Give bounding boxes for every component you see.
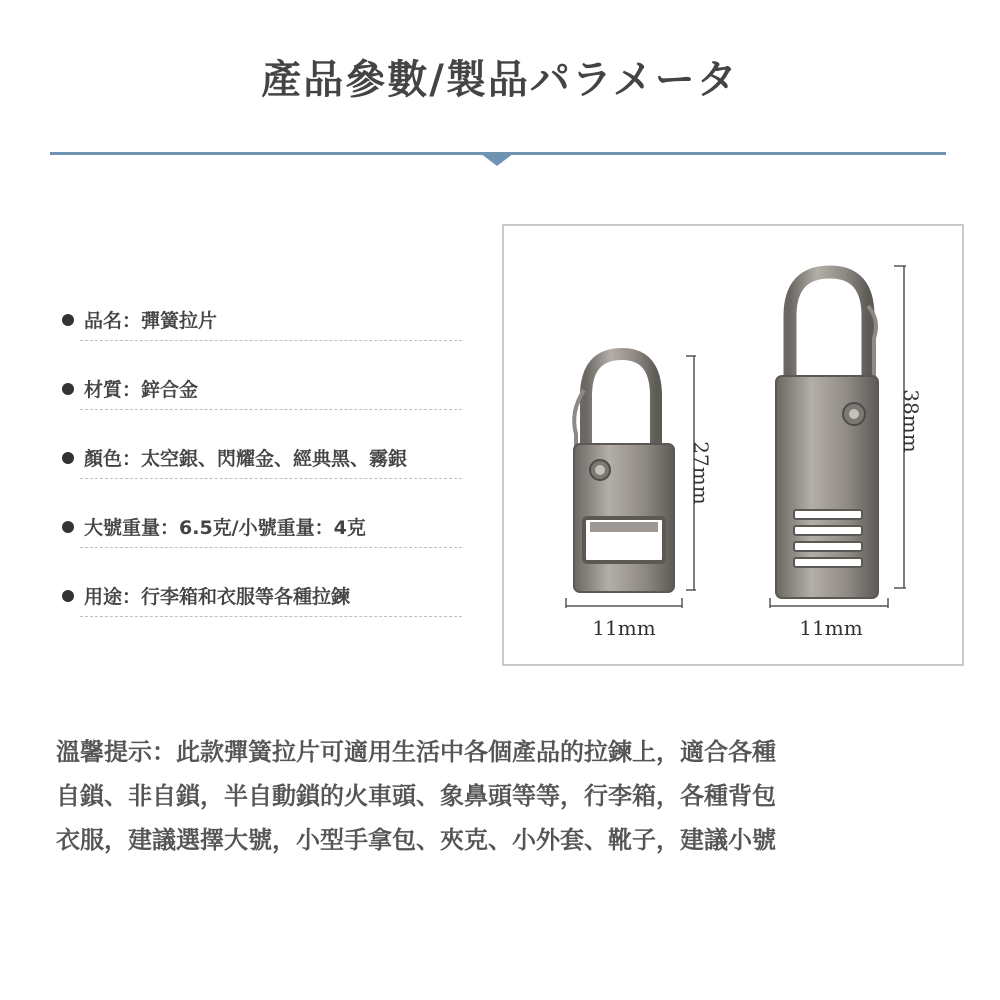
divider-notch — [480, 153, 514, 166]
spec-text: 用途：行李箱和衣服等各種拉鍊 — [84, 586, 351, 608]
note-line: 衣服，建議選擇大號，小型手拿包、夾克、小外套、靴子，建議小號 — [56, 826, 776, 854]
bullet-icon — [62, 590, 74, 602]
note-line: 自鎖、非自鎖，半自動鎖的火車頭、象鼻頭等等，行李箱，各種背包 — [56, 782, 776, 810]
spec-text: 顏色：太空銀、閃耀金、經典黑、霧銀 — [84, 448, 408, 470]
large-zipper-pull — [776, 272, 878, 598]
page-title: 產品參數/製品パラメータ — [261, 57, 739, 103]
warm-tip-note — [56, 730, 956, 862]
product-illustration — [504, 226, 962, 664]
spec-item-material — [62, 375, 462, 435]
product-dimension-photo — [502, 224, 964, 666]
spec-item-usage — [62, 582, 462, 642]
spec-divider — [80, 616, 462, 617]
spec-item-weight — [62, 513, 462, 573]
small-width-label: 11mm — [592, 616, 656, 640]
small-zipper-pull — [574, 354, 674, 592]
bullet-icon — [62, 521, 74, 533]
bullet-icon — [62, 383, 74, 395]
spec-divider — [80, 478, 462, 479]
spec-item-color — [62, 444, 462, 504]
spec-text: 品名：彈簧拉片 — [84, 310, 218, 332]
spec-divider — [80, 340, 462, 341]
spec-text: 大號重量：6.5克/小號重量：4克 — [84, 517, 366, 539]
spec-item-name — [62, 306, 462, 366]
bullet-icon — [62, 314, 74, 326]
small-height-label: 27mm — [689, 441, 713, 505]
spec-divider — [80, 547, 462, 548]
large-width-label: 11mm — [799, 616, 863, 640]
spec-text: 材質：鋅合金 — [84, 379, 199, 401]
note-line: 溫馨提示：此款彈簧拉片可適用生活中各個產品的拉鍊上，適合各種 — [56, 738, 776, 766]
spec-divider — [80, 409, 462, 410]
bullet-icon — [62, 452, 74, 464]
large-height-label: 38mm — [899, 389, 923, 453]
